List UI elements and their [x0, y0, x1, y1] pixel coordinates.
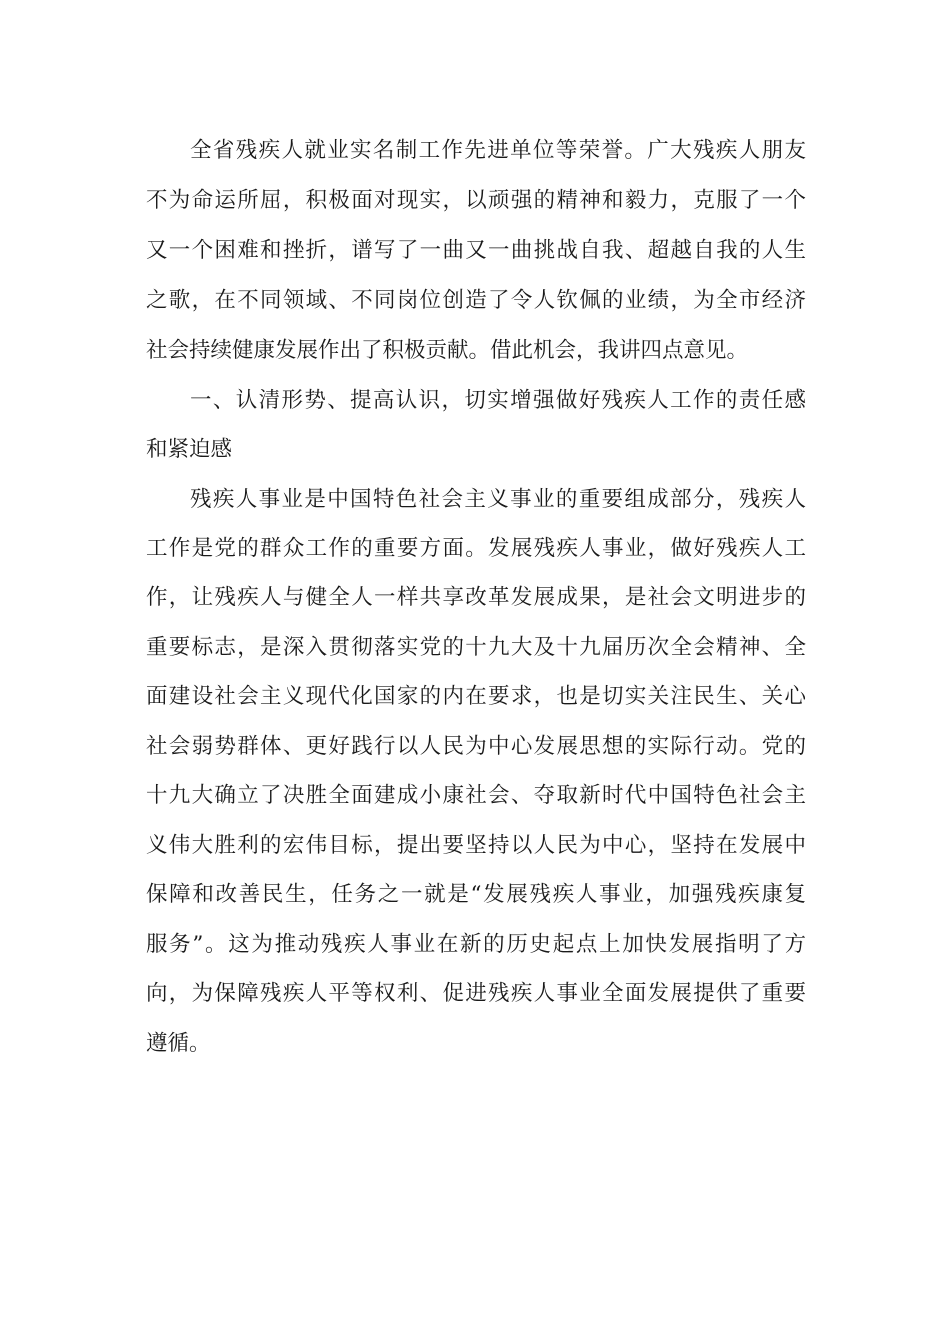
section-heading: 一、认清形势、提高认识，切实增强做好残疾人工作的责任感	[190, 388, 806, 413]
paragraph-line: 向，为保障残疾人平等权利、促进残疾人事业全面发展提供了重要	[146, 981, 806, 1006]
paragraph-line: 工作是党的群众工作的重要方面。发展残疾人事业，做好残疾人工	[146, 536, 806, 561]
paragraph-line: 又一个困难和挫折，谱写了一曲又一曲挑战自我、超越自我的人生	[146, 238, 806, 263]
paragraph-line: 遵循。	[146, 1031, 211, 1056]
paragraph-line: 十九大确立了决胜全面建成小康社会、夺取新时代中国特色社会主	[146, 783, 806, 808]
paragraph-line: 重要标志，是深入贯彻落实党的十九大及十九届历次全会精神、全	[146, 635, 806, 660]
paragraph-line: 社会弱势群体、更好践行以人民为中心发展思想的实际行动。党的	[146, 734, 806, 759]
paragraph-line: 社会持续健康发展作出了积极贡献。借此机会，我讲四点意见。	[146, 338, 749, 363]
paragraph-line: 残疾人事业是中国特色社会主义事业的重要组成部分，残疾人	[190, 487, 806, 512]
paragraph-line: 义伟大胜利的宏伟目标，提出要坚持以人民为中心，坚持在发展中	[146, 833, 806, 858]
paragraph-line: 服务”。这为推动残疾人事业在新的历史起点上加快发展指明了方	[146, 932, 806, 957]
paragraph-line: 面建设社会主义现代化国家的内在要求，也是切实关注民生、关心	[146, 684, 806, 709]
section-heading: 和紧迫感	[146, 437, 233, 462]
paragraph-line: 不为命运所屈，积极面对现实，以顽强的精神和毅力，克服了一个	[146, 188, 806, 213]
paragraph-line: 作，让残疾人与健全人一样共享改革发展成果，是社会文明进步的	[146, 585, 806, 610]
paragraph-line: 保障和改善民生，任务之一就是“发展残疾人事业，加强残疾康复	[146, 882, 806, 907]
paragraph-line: 全省残疾人就业实名制工作先进单位等荣誉。广大残疾人朋友	[190, 138, 806, 163]
paragraph-line: 之歌，在不同领域、不同岗位创造了令人钦佩的业绩，为全市经济	[146, 288, 806, 313]
